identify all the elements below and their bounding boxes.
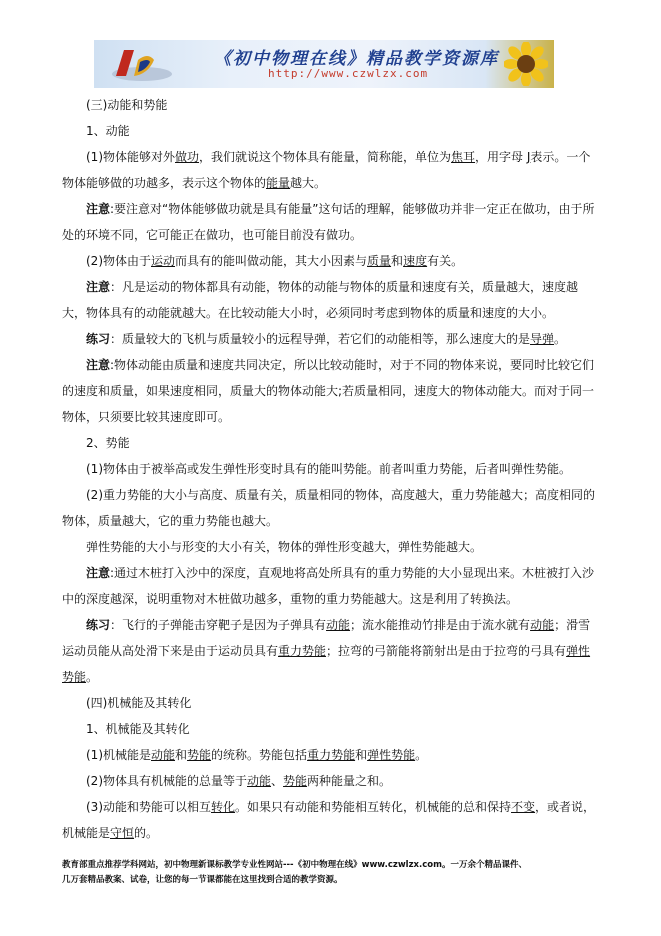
note-paragraph: 注意:要注意对“物体能够做功就是具有能量”这句话的理解，能够做功并非一定正在做功，由于所处的环境不同，它可能正在做功，也可能目前没有做功。 <box>62 202 595 242</box>
paragraph: (2)物体具有机械能的总量等于动能、势能两种能量之和。 <box>86 774 392 788</box>
paragraph: (1)物体由于被举高或发生弹性形变时具有的能叫势能。前者叫重力势能，后者叫弹性势能。 <box>86 462 572 476</box>
page-footer <box>62 858 602 888</box>
sunflower-icon <box>504 42 548 86</box>
section-heading: (四)机械能及其转化 <box>86 696 192 710</box>
paragraph: (3)动能和势能可以相互转化。如果只有动能和势能相互转化，机械能的总和保持不变，或者说，机械能是守恒的。 <box>62 800 596 840</box>
note-paragraph: 注意：凡是运动的物体都具有动能，物体的动能与物体的质量和速度有关，质量越大，速度越大，物体具有的动能就越大。在比较动能大小时，必须同时考虑到物体的质量和速度的大小。 <box>62 280 579 320</box>
subsection-heading: 1、动能 <box>86 124 130 138</box>
subsection-heading: 1、机械能及其转化 <box>86 722 190 736</box>
document-body <box>62 92 602 846</box>
subsection-heading: 2、势能 <box>86 436 130 450</box>
note-paragraph: 注意:物体动能由质量和速度共同决定，所以比较动能时，对于不同的物体来说，要同时比较它们的速度和质量，如果速度相同，质量大的物体动能大;若质量相同，速度大的物体动能大。而对于同一物体，只须要比较其速度即可。 <box>62 358 595 424</box>
paragraph: 弹性势能的大小与形变的大小有关，物体的弹性形变越大，弹性势能越大。 <box>86 540 483 554</box>
section-heading: (三)动能和势能 <box>86 98 168 112</box>
note-paragraph: 注意:通过木桩打入沙中的深度，直观地将高处所具有的重力势能的大小显现出来。木桩被打入沙中的深度越深，说明重物对木桩做功越多，重物的重力势能越大。这是利用了转换法。 <box>62 566 595 606</box>
footer-line: 教育部重点推荐学科网站，初中物理新课标教学专业性网站---《初中物理在线》www.czwlzx.com。一万余个精品课件、 <box>62 860 527 870</box>
site-logo-icon <box>104 44 174 84</box>
exercise-paragraph: 练习：飞行的子弹能击穿靶子是因为子弹具有动能；流水能推动竹排是由于流水就有动能；滑雪运动员能从高处滑下来是由于运动员具有重力势能；拉弯的弓箭能将箭射出是由于拉弯的弓具有弹性势能。 <box>62 618 591 684</box>
paragraph: (1)物体能够对外做功，我们就说这个物体具有能量，简称能，单位为焦耳，用字母 J表示。一个物体能够做的功越多，表示这个物体的能量越大。 <box>62 150 591 190</box>
footer-line: 几万套精品教案、试卷，让您的每一节课都能在这里找到合适的教学资源。 <box>62 875 343 885</box>
exercise-paragraph: 练习：质量较大的飞机与质量较小的远程导弹，若它们的动能相等，那么速度大的是导弹。 <box>86 332 567 346</box>
paragraph: (2)物体由于运动而具有的能叫做动能，其大小因素与质量和速度有关。 <box>86 254 464 268</box>
banner-url: http://www.czwlzx.com <box>268 67 429 80</box>
banner-title: 《初中物理在线》精品教学资源库 <box>214 49 499 69</box>
paragraph: (1)机械能是动能和势能的统称。势能包括重力势能和弹性势能。 <box>86 748 428 762</box>
header-banner <box>94 40 554 88</box>
paragraph: (2)重力势能的大小与高度、质量有关，质量相同的物体，高度越大，重力势能越大；高度相同的物体，质量越大，它的重力势能也越大。 <box>62 488 596 528</box>
